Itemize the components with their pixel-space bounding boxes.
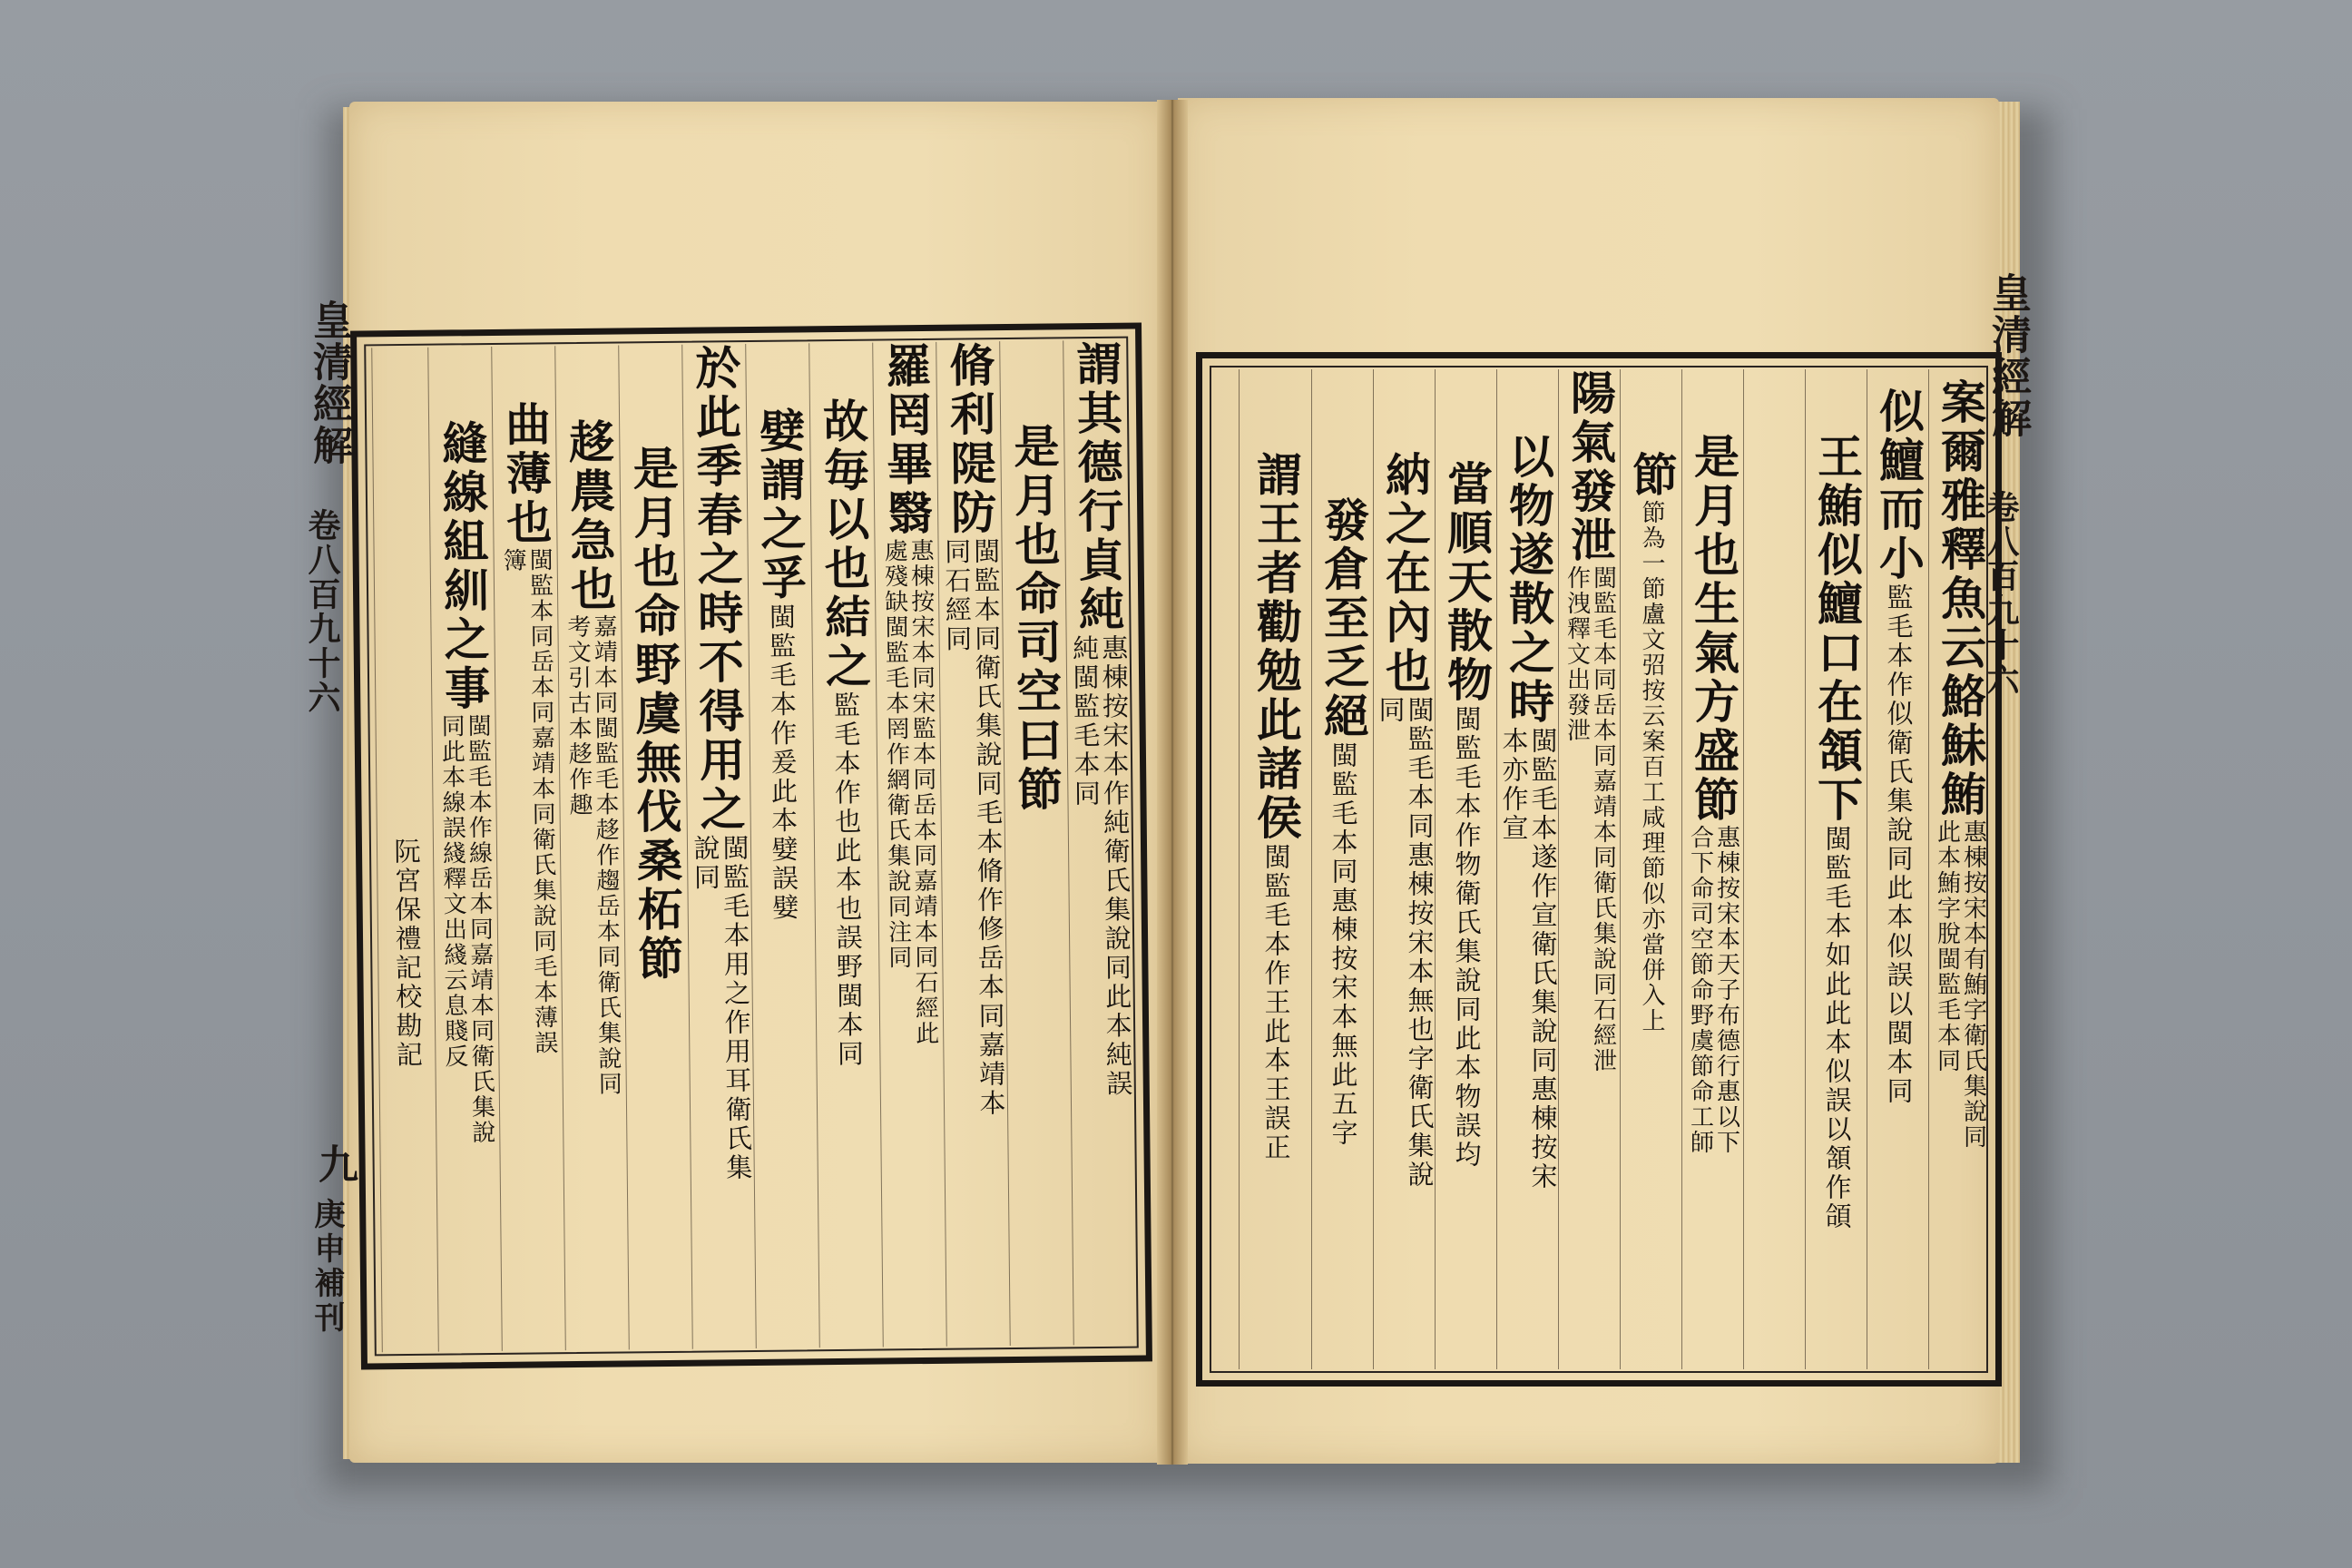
main-text: 脩利隄防 — [942, 341, 998, 538]
right-margin-title: 皇清經解 — [1984, 272, 2031, 439]
left-text-frame — [350, 322, 1152, 1369]
main-text: 似鱣而小 — [1872, 387, 1926, 583]
annotation: 此本鮪字脫閩監毛本同 — [1933, 819, 1961, 1073]
main-text: 故毎以也結之 — [815, 397, 873, 692]
annotation: 監毛本作似衛氏集說同此本似誤以閩本同 — [1883, 583, 1915, 1106]
main-text: 王鮪似鱣口在頷下 — [1810, 433, 1864, 825]
annotation: 本亦作宣 — [1498, 727, 1530, 843]
book-gutter — [1157, 100, 1188, 1465]
annotation: 閩監毛本作物衛氏集說同此本物誤均 — [1451, 705, 1483, 1170]
main-text: 陽氣發泄 — [1563, 369, 1617, 565]
annotation: 作洩釋文出發泄 — [1563, 565, 1591, 743]
left-col-3 — [936, 341, 1011, 1347]
annotation: 惠棟按宋本同宋監本同岳本同嘉靖本同石經此 — [906, 537, 939, 1047]
right-col-3 — [1805, 369, 1867, 1369]
main-text: 曲薄也 — [497, 400, 554, 548]
annotation-pair — [940, 537, 1007, 1119]
left-col-4 — [872, 342, 947, 1348]
annotation: 惠棟按宋本有鮪字衛氏集說同 — [1959, 819, 1987, 1150]
main-text: 當順天散物 — [1440, 460, 1494, 705]
right-col-7 — [1558, 369, 1621, 1369]
annotation: 閩監毛本同岳本同嘉靖本同衛氏集說同石經泄 — [1589, 565, 1617, 1073]
annotation-pair — [1375, 696, 1436, 1190]
right-col-10 — [1373, 369, 1436, 1369]
left-margin-folio: 九 — [311, 1143, 358, 1183]
annotation-pair — [690, 834, 754, 1183]
annotation: 合下命司空節命野虞節命工師 — [1686, 825, 1714, 1155]
annotation-pair — [501, 547, 556, 1056]
left-col-12 — [371, 348, 439, 1353]
annotation: 惠棟按宋本作純衛氏集說同此本純誤 — [1098, 633, 1134, 1099]
main-text: 發倉至乏絕 — [1317, 496, 1370, 741]
main-text: 納之在內也 — [1378, 451, 1432, 696]
annotation: 惠棟按宋本天子布德行惠以下 — [1712, 825, 1740, 1155]
right-col-2 — [1867, 369, 1929, 1369]
left-col-6 — [745, 343, 820, 1348]
annotation-pair — [1498, 727, 1559, 1191]
left-col-10 — [491, 346, 566, 1351]
main-text: 是月也生氣方盛節 — [1687, 433, 1740, 825]
annotation-pair — [565, 614, 621, 1098]
right-col-4 — [1743, 369, 1806, 1369]
main-text: 趍農急也 — [562, 417, 618, 615]
main-text: 案爾雅釋魚云鮥鮇鮪 — [1934, 378, 1987, 819]
annotation: 同石經同 — [940, 537, 974, 654]
annotation-pair — [1069, 633, 1134, 1100]
main-text: 於此季春之時不得用之 — [688, 344, 747, 835]
right-col-8 — [1496, 369, 1559, 1369]
right-col-11 — [1311, 369, 1374, 1369]
annotation-pair — [1933, 819, 1987, 1150]
right-text-frame — [1196, 352, 2002, 1387]
right-col-9 — [1435, 369, 1497, 1369]
annotation: 閩監毛本同惠棟按宋本無此五字 — [1328, 741, 1359, 1148]
annotation: 純閩監毛本同 — [1069, 633, 1102, 809]
right-col-6 — [1620, 369, 1682, 1369]
main-text: 節 — [1625, 451, 1679, 500]
right-col-12 — [1239, 369, 1312, 1369]
annotation: 閩監毛本遂作宣衛氏集說同惠棟按宋 — [1527, 727, 1559, 1191]
annotation: 考文引古本趍作趣 — [563, 613, 593, 818]
left-col-1 — [1063, 340, 1138, 1346]
annotation: 監毛本作也此本也誤野閩本同 — [829, 691, 866, 1070]
right-col-5 — [1681, 369, 1744, 1369]
annotation: 同此本線誤綫釋文出綫云息賤反 — [436, 713, 469, 1070]
annotation: 閩監毛本作王此本王誤正 — [1260, 843, 1292, 1162]
main-text: 縫線組紃之事 — [435, 419, 492, 714]
annotation: 閩監本同岳本同嘉靖本同衛氏集說同毛本薄誤 — [525, 547, 558, 1056]
left-margin-volume: 卷八百九十六 — [303, 508, 341, 715]
annotation-pair — [1686, 825, 1740, 1155]
main-text: 謂其德行貞純 — [1069, 339, 1126, 635]
left-col-9 — [554, 345, 630, 1350]
left-col-7 — [681, 344, 757, 1349]
annotation: 嘉靖本同閩監毛本趍作趨岳本同衛氏集說同 — [589, 613, 622, 1097]
main-text: 羅罔畢翳 — [878, 341, 935, 539]
main-text: 謂王者勸勉此諸侯 — [1250, 451, 1303, 843]
main-text: 以物遂散之時 — [1502, 433, 1555, 727]
annotation: 閩監毛本同惠棟按宋本無也字衛氏集說 — [1404, 696, 1436, 1190]
left-col-5 — [808, 343, 884, 1348]
main-text: 是月也命司空曰節 — [1006, 422, 1064, 816]
note-series: 阮宮保禮記校勘記 — [390, 837, 425, 1071]
annotation: 簿 — [499, 547, 527, 573]
left-col-8 — [618, 345, 693, 1350]
annotation: 節為一節盧文弨按云案百工咸理節似亦當併入上 — [1638, 500, 1665, 1034]
left-margin-title: 皇清經解 — [306, 299, 352, 466]
left-col-11 — [427, 347, 503, 1352]
right-margin-volume: 卷八百九十六 — [1982, 490, 2020, 697]
annotation: 閩監毛本作爰此本嬖誤嬖 — [765, 603, 800, 923]
annotation: 閩監本同衛氏集說同毛本脩作修岳本同嘉靖本 — [969, 537, 1007, 1119]
annotation: 閩監毛本如此此本似誤以頷作頜 — [1821, 825, 1853, 1231]
annotation: 閩監毛本作線岳本同嘉靖本同衛氏集說 — [463, 712, 495, 1146]
annotation-pair — [1565, 565, 1615, 1073]
annotation: 說同 — [690, 834, 722, 893]
main-text: 嬖謂之孚 — [751, 407, 808, 603]
left-col-2 — [999, 340, 1074, 1346]
annotation: 處殘缺閩監毛本罔作網衛氏集說同注同 — [879, 538, 912, 971]
annotation-pair — [436, 712, 495, 1146]
left-margin-print: 庚申補刊 — [309, 1198, 345, 1336]
main-text: 是月也命野虞無伐桑柘節 — [625, 444, 685, 985]
annotation: 閩監毛本用之作用耳衛氏集 — [719, 834, 754, 1183]
annotation-pair — [879, 537, 939, 1047]
annotation: 同 — [1375, 696, 1406, 725]
